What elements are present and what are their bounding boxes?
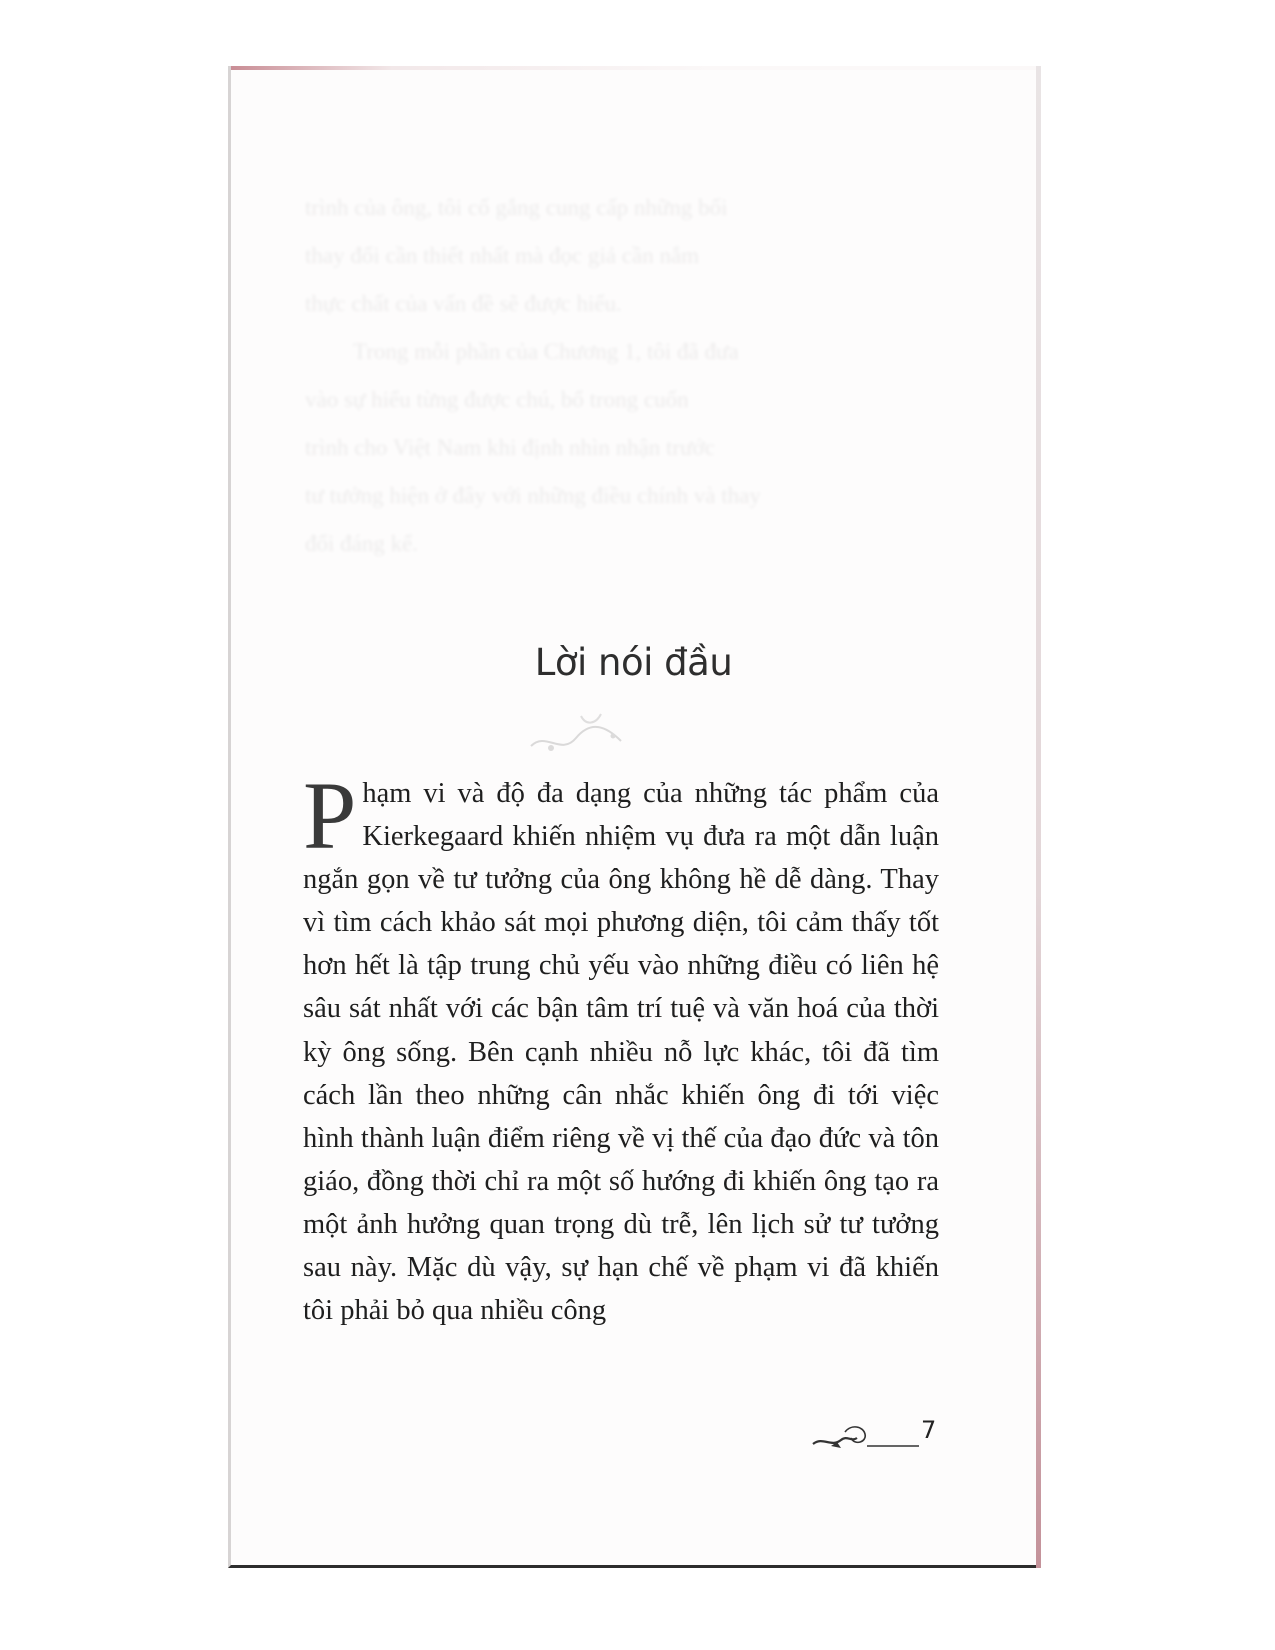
ghost-line: đổi đáng kể.	[305, 531, 419, 556]
ghost-line: thực chất của vấn đề sẽ được hiểu.	[305, 291, 622, 316]
book-page	[228, 66, 1036, 1568]
page-footer	[811, 1416, 951, 1456]
ghost-line: trình của ông, tôi cố gắng cung cấp những bối	[305, 195, 728, 220]
flourish-ornament-icon	[811, 1422, 921, 1452]
preface-paragraph	[303, 762, 939, 1332]
bleed-through-text	[305, 184, 945, 568]
paragraph-text: hạm vi và độ đa dạng của những tác phẩm của Kierkegaard khiến nhiệm vụ đưa ra một dẫn luận ngắn gọn về tư tưởng của ông không hề dễ dàng. Thay vì tìm cách khảo sát mọi phương diện, tôi cảm thấy tốt hơn hết là tập trung chủ yếu vào những điều có liên hệ sâu sát nhất với các bận tâm trí tuệ và văn hoá của thời kỳ ông sống. Bên cạnh nhiều nỗ lực khác, tôi đã tìm cách lần theo những cân nhắc khiến ông đi tới việc hình thành luận điểm riêng về vị thế của đạo đức và tôn giáo, đồng thời chỉ ra một số hướng đi khiến ông tạo ra một ảnh hưởng quan trọng dù trễ, lên lịch sử tư tưởng sau này. Mặc dù vậy, sự hạn chế về phạm vi đã khiến tôi phải bỏ qua nhiều công	[303, 778, 939, 1327]
ghost-line: thay đổi cần thiết nhất mà đọc giả cần nắm	[305, 243, 700, 268]
chapter-title: Lời nói đầu	[534, 641, 733, 684]
ornament-icon	[521, 696, 641, 766]
ghost-line: tư tưởng hiện ở đây với những điều chính và thay	[305, 483, 761, 508]
drop-cap: P	[303, 762, 357, 869]
ghost-line: trình cho Việt Nam khi định nhìn nhận trước	[305, 435, 715, 460]
ghost-line: vào sự hiểu từng được chú, bổ trong cuốn	[305, 387, 689, 412]
page-number: 7	[921, 1416, 937, 1444]
page-edge	[1036, 66, 1041, 1568]
ghost-line: Trong mỗi phần của Chương 1, tôi đã đưa	[353, 339, 739, 364]
